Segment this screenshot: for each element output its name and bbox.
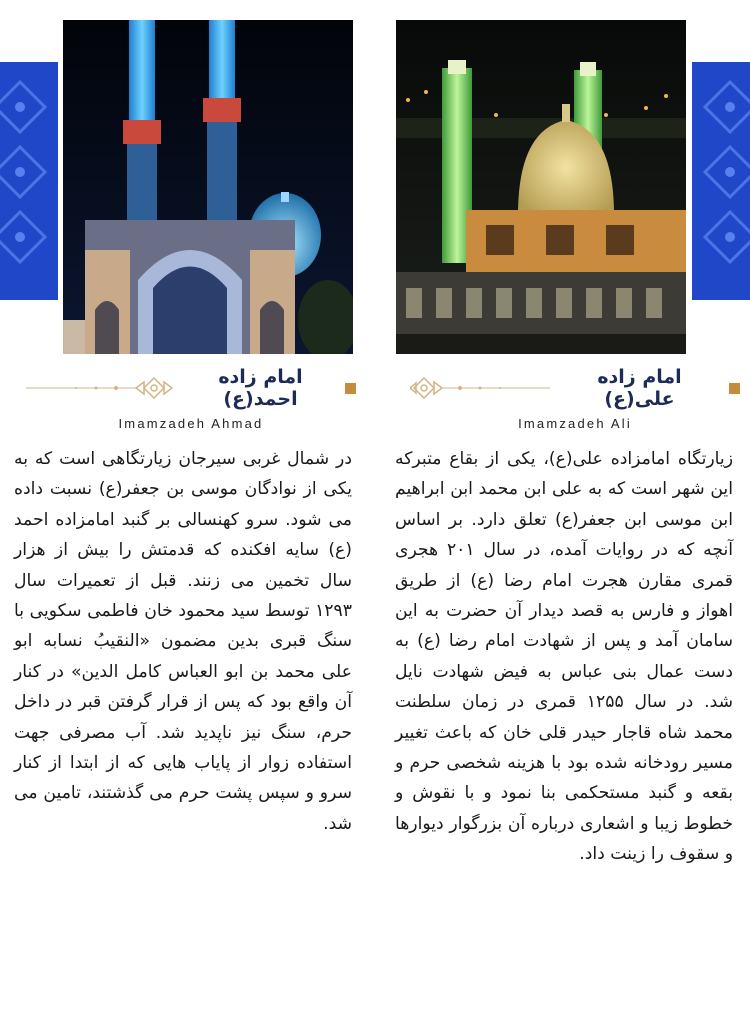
caption-imamzadeh-ali (410, 366, 740, 431)
caption-imamzadeh-ahmad (26, 366, 356, 431)
side-pattern-band-right (692, 62, 750, 300)
caption-latin-name: Imamzadeh Ali (518, 416, 632, 431)
pattern-ornament-icon (692, 62, 750, 300)
side-pattern-band-left (0, 62, 58, 300)
caption-latin-name: Imamzadeh Ahmad (118, 416, 264, 431)
caption-title: امام زاده علی(ع) (597, 366, 682, 410)
ornament-divider-icon (410, 377, 550, 399)
description-imamzadeh-ali: زیارتگاه امامزاده علی(ع)، یکی از بقاع متبرکه این شهر است که به علی ابن محمد ابن ابراهیم ابن موسی ابن جعفر(ع) تعلق دارد. بر اساس آنچه که در روایات آمده، در سال ۲۰۱ هجری قمری مقارن هجرت امام رضا (ع) از طریق اهواز و فارس به قصد دیدار آن حضرت به این سامان آمد و پس از شهادت امام رضا (ع) به دست عمال بنی عباس به فیض شهادت نایل شد. در سال ۱۲۵۵ قمری در زمان سلطنت محمد شاه قاجار حیدر قلی خان که باعث تغییر مسیر رودخانه شده بود با هزینه شخصی حرم و بقعه و گنبد مستحکمی بنا نمود و با نقوش و خطوط زیبا و اشعاری درباره آن بزرگوار دیوارها و سقوف را زینت داد. (395, 449, 733, 865)
photo-imamzadeh-ahmad (63, 20, 353, 354)
photo-imamzadeh-ali (396, 20, 686, 354)
ornament-divider-icon (26, 377, 176, 399)
pattern-ornament-icon (0, 62, 58, 300)
square-bullet-icon (345, 383, 356, 394)
square-bullet-icon (729, 383, 740, 394)
caption-title: امام زاده احمد(ع) (218, 366, 303, 410)
description-imamzadeh-ahmad: در شمال غربی سیرجان زیارتگاهی است که به یکی از نوادگان موسی بن جعفر(ع) نسبت داده می شود. سرو کهنسالی بر گنبد امامزاده احمد (ع) سایه افکنده که قدمتش را بیش از هزار سال تخمین می زنند. قبل از تعمیرات سال ۱۲۹۳ توسط سید محمود خان فاطمی سکویی با سنگ قبری بدین مضمون «النقیبُ نسابه ابو علی محمد بن ابو العباس کامل الدین» در کنار آن واقع بود که پس از قرار گرفتن قبر در داخل حرم، سنگ نیز ناپدید شد. آب مصرفی جهت استفاده زوار از پایاب هایی که از ابتدا از کنار سرو و سپس پشت حرم می گذشتند، تامین می شد. (14, 449, 352, 834)
